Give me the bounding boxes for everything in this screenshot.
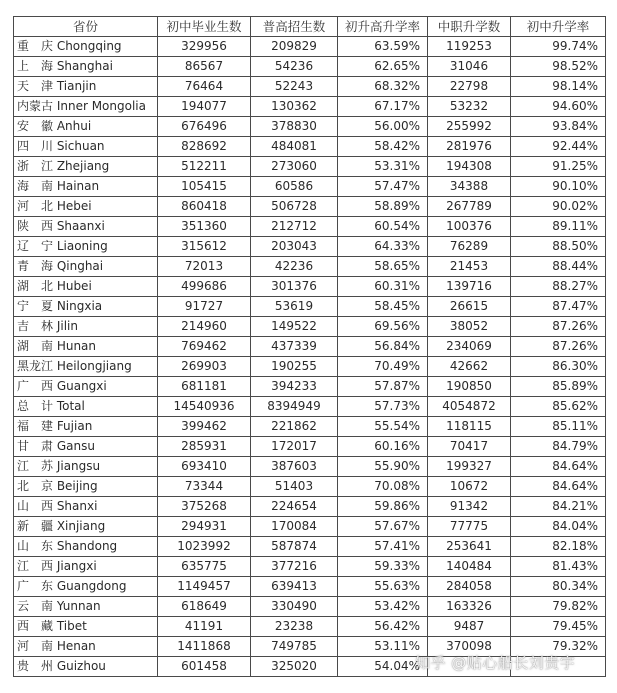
high-school-rate-cell: 58.45% [338,297,428,317]
high-school-rate-cell: 53.31% [338,157,428,177]
table-row [14,557,606,577]
province-cell: 广 西 Guangxi [14,377,158,397]
province-cell: 湖 北 Hubei [14,277,158,297]
province-cell: 河 北 Hebei [14,197,158,217]
province-cell: 江 苏 Jiangsu [14,457,158,477]
table-row [14,317,606,337]
high-school-enrollment-cell: 60586 [251,177,338,197]
province-cell: 福 建 Fujian [14,417,158,437]
graduates-cell: 499686 [158,277,251,297]
overall-rate-cell: 84.64% [511,457,606,477]
overall-rate-cell: 99.74% [511,37,606,57]
overall-rate-cell: 82.18% [511,537,606,557]
vocational-enrollment-cell: 370098 [428,637,511,657]
graduates-cell: 860418 [158,197,251,217]
vocational-enrollment-cell: 4054872 [428,397,511,417]
high-school-rate-cell: 67.17% [338,97,428,117]
overall-rate-cell: 84.21% [511,497,606,517]
high-school-enrollment-cell: 170084 [251,517,338,537]
overall-rate-cell: 84.04% [511,517,606,537]
vocational-enrollment-cell: 267789 [428,197,511,217]
graduates-cell: 351360 [158,217,251,237]
vocational-enrollment-cell: 21453 [428,257,511,277]
overall-rate-cell: 87.26% [511,317,606,337]
overall-rate-cell: 86.30% [511,357,606,377]
province-cell: 山 东 Shandong [14,537,158,557]
high-school-rate-cell: 57.67% [338,517,428,537]
province-cell: 云 南 Yunnan [14,597,158,617]
overall-rate-cell: 85.89% [511,377,606,397]
table-row [14,597,606,617]
province-cell: 江 西 Jiangxi [14,557,158,577]
vocational-enrollment-cell: 70417 [428,437,511,457]
table-row [14,77,606,97]
graduates-cell: 14540936 [158,397,251,417]
table-row [14,57,606,77]
high-school-enrollment-cell: 639413 [251,577,338,597]
high-school-enrollment-cell: 172017 [251,437,338,457]
header-overall-rate: 初中升学率 [511,17,606,37]
high-school-enrollment-cell: 506728 [251,197,338,217]
table-row [14,477,606,497]
graduates-cell: 1149457 [158,577,251,597]
graduates-cell: 214960 [158,317,251,337]
high-school-rate-cell: 55.90% [338,457,428,477]
header-graduates: 初中毕业生数 [158,17,251,37]
overall-rate-cell: 79.32% [511,637,606,657]
overall-rate-cell: 80.34% [511,577,606,597]
high-school-enrollment-cell: 203043 [251,237,338,257]
high-school-rate-cell: 58.65% [338,257,428,277]
vocational-enrollment-cell: 255992 [428,117,511,137]
high-school-enrollment-cell: 54236 [251,57,338,77]
overall-rate-cell: 88.44% [511,257,606,277]
high-school-enrollment-cell: 209829 [251,37,338,57]
high-school-rate-cell: 55.54% [338,417,428,437]
province-cell: 新 疆 Xinjiang [14,517,158,537]
table-row [14,537,606,557]
table-row [14,237,606,257]
vocational-enrollment-cell: 284058 [428,577,511,597]
overall-rate-cell: 87.47% [511,297,606,317]
overall-rate-cell: 88.50% [511,237,606,257]
overall-rate-cell: 90.02% [511,197,606,217]
high-school-enrollment-cell: 42236 [251,257,338,277]
table-row [14,617,606,637]
overall-rate-cell: 98.14% [511,77,606,97]
high-school-enrollment-cell: 224654 [251,497,338,517]
high-school-rate-cell: 53.11% [338,637,428,657]
province-cell: 贵 州 Guizhou [14,657,158,677]
high-school-rate-cell: 59.86% [338,497,428,517]
high-school-rate-cell: 62.65% [338,57,428,77]
province-cell: 甘 肃 Gansu [14,437,158,457]
high-school-enrollment-cell: 587874 [251,537,338,557]
header-row [14,17,606,37]
high-school-enrollment-cell: 149522 [251,317,338,337]
province-cell: 内蒙古 Inner Mongolia [14,97,158,117]
overall-rate-cell: 85.62% [511,397,606,417]
vocational-enrollment-cell: 53232 [428,97,511,117]
high-school-enrollment-cell: 51403 [251,477,338,497]
header-high-school-rate: 初升高升学率 [338,17,428,37]
table-row [14,357,606,377]
vocational-enrollment-cell: 91342 [428,497,511,517]
table-row [14,397,606,417]
province-cell: 四 川 Sichuan [14,137,158,157]
overall-rate-cell: 87.26% [511,337,606,357]
province-cell: 总 计 Total [14,397,158,417]
high-school-rate-cell: 63.59% [338,37,428,57]
vocational-enrollment-cell: 22798 [428,77,511,97]
vocational-enrollment-cell: 119253 [428,37,511,57]
high-school-enrollment-cell: 394233 [251,377,338,397]
high-school-rate-cell: 55.63% [338,577,428,597]
vocational-enrollment-cell: 31046 [428,57,511,77]
graduates-cell: 86567 [158,57,251,77]
overall-rate-cell: 92.44% [511,137,606,157]
vocational-enrollment-cell: 194308 [428,157,511,177]
overall-rate-cell: 85.11% [511,417,606,437]
vocational-enrollment-cell: 76289 [428,237,511,257]
enrollment-table [13,16,606,677]
graduates-cell: 618649 [158,597,251,617]
overall-rate-cell: 79.45% [511,617,606,637]
watermark-text: 知乎 @贴心船长刘贵宇 [415,654,576,672]
high-school-rate-cell: 54.04% [338,657,428,677]
overall-rate-cell: 90.10% [511,177,606,197]
graduates-cell: 1411868 [158,637,251,657]
high-school-enrollment-cell: 437339 [251,337,338,357]
high-school-enrollment-cell: 484081 [251,137,338,157]
table-row [14,517,606,537]
province-cell: 吉 林 Jilin [14,317,158,337]
graduates-cell: 601458 [158,657,251,677]
high-school-enrollment-cell: 221862 [251,417,338,437]
vocational-enrollment-cell: 100376 [428,217,511,237]
province-cell: 天 津 Tianjin [14,77,158,97]
table-row [14,337,606,357]
province-cell: 宁 夏 Ningxia [14,297,158,317]
header-province: 省份 [14,17,158,37]
high-school-rate-cell: 59.33% [338,557,428,577]
header-high-school-enrollment: 普高招生数 [251,17,338,37]
high-school-rate-cell: 57.87% [338,377,428,397]
vocational-enrollment-cell: 140484 [428,557,511,577]
table-row [14,377,606,397]
high-school-rate-cell: 53.42% [338,597,428,617]
vocational-enrollment-cell: 77775 [428,517,511,537]
high-school-enrollment-cell: 330490 [251,597,338,617]
high-school-rate-cell: 70.49% [338,357,428,377]
graduates-cell: 41191 [158,617,251,637]
high-school-rate-cell: 60.16% [338,437,428,457]
province-cell: 重 庆 Chongqing [14,37,158,57]
province-cell: 黑龙江 Heilongjiang [14,357,158,377]
high-school-rate-cell: 56.84% [338,337,428,357]
province-cell: 广 东 Guangdong [14,577,158,597]
graduates-cell: 91727 [158,297,251,317]
overall-rate-cell: 84.64% [511,477,606,497]
graduates-cell: 769462 [158,337,251,357]
overall-rate-cell: 81.43% [511,557,606,577]
table-row [14,297,606,317]
vocational-enrollment-cell: 42662 [428,357,511,377]
graduates-cell: 285931 [158,437,251,457]
graduates-cell: 635775 [158,557,251,577]
overall-rate-cell: 98.52% [511,57,606,77]
graduates-cell: 399462 [158,417,251,437]
province-cell: 河 南 Henan [14,637,158,657]
table-row [14,217,606,237]
high-school-enrollment-cell: 52243 [251,77,338,97]
table-row [14,257,606,277]
table-row [14,117,606,137]
graduates-cell: 681181 [158,377,251,397]
graduates-cell: 76464 [158,77,251,97]
table-row [14,157,606,177]
graduates-cell: 828692 [158,137,251,157]
high-school-rate-cell: 69.56% [338,317,428,337]
high-school-rate-cell: 56.00% [338,117,428,137]
graduates-cell: 375268 [158,497,251,517]
high-school-rate-cell: 56.42% [338,617,428,637]
province-cell: 海 南 Hainan [14,177,158,197]
high-school-enrollment-cell: 301376 [251,277,338,297]
province-cell: 山 西 Shanxi [14,497,158,517]
graduates-cell: 72013 [158,257,251,277]
table-row [14,37,606,57]
overall-rate-cell: 91.25% [511,157,606,177]
vocational-enrollment-cell: 199327 [428,457,511,477]
graduates-cell: 1023992 [158,537,251,557]
overall-rate-cell: 93.84% [511,117,606,137]
high-school-enrollment-cell: 8394949 [251,397,338,417]
province-cell: 西 藏 Tibet [14,617,158,637]
high-school-enrollment-cell: 23238 [251,617,338,637]
graduates-cell: 105415 [158,177,251,197]
province-cell: 上 海 Shanghai [14,57,158,77]
table-row [14,97,606,117]
high-school-enrollment-cell: 377216 [251,557,338,577]
high-school-rate-cell: 57.73% [338,397,428,417]
high-school-enrollment-cell: 212712 [251,217,338,237]
vocational-enrollment-cell: 139716 [428,277,511,297]
high-school-rate-cell: 64.33% [338,237,428,257]
vocational-enrollment-cell: 163326 [428,597,511,617]
high-school-rate-cell: 70.08% [338,477,428,497]
graduates-cell: 315612 [158,237,251,257]
graduates-cell: 676496 [158,117,251,137]
high-school-rate-cell: 58.89% [338,197,428,217]
high-school-rate-cell: 57.47% [338,177,428,197]
table-row [14,277,606,297]
vocational-enrollment-cell: 38052 [428,317,511,337]
vocational-enrollment-cell: 190850 [428,377,511,397]
high-school-enrollment-cell: 53619 [251,297,338,317]
graduates-cell: 693410 [158,457,251,477]
high-school-enrollment-cell: 130362 [251,97,338,117]
vocational-enrollment-cell: 10672 [428,477,511,497]
high-school-enrollment-cell: 378830 [251,117,338,137]
table-row [14,457,606,477]
overall-rate-cell: 84.79% [511,437,606,457]
graduates-cell: 512211 [158,157,251,177]
table-row [14,497,606,517]
high-school-enrollment-cell: 749785 [251,637,338,657]
province-cell: 青 海 Qinghai [14,257,158,277]
high-school-enrollment-cell: 273060 [251,157,338,177]
high-school-rate-cell: 60.31% [338,277,428,297]
vocational-enrollment-cell: 234069 [428,337,511,357]
table-row [14,577,606,597]
table-row [14,137,606,157]
province-cell: 浙 江 Zhejiang [14,157,158,177]
province-cell: 北 京 Beijing [14,477,158,497]
overall-rate-cell: 94.60% [511,97,606,117]
high-school-rate-cell: 68.32% [338,77,428,97]
vocational-enrollment-cell: 9487 [428,617,511,637]
graduates-cell: 194077 [158,97,251,117]
high-school-enrollment-cell: 190255 [251,357,338,377]
header-vocational-enrollment: 中职升学数 [428,17,511,37]
province-cell: 辽 宁 Liaoning [14,237,158,257]
table-row [14,437,606,457]
graduates-cell: 269903 [158,357,251,377]
table-row [14,197,606,217]
overall-rate-cell: 88.27% [511,277,606,297]
high-school-rate-cell: 57.41% [338,537,428,557]
vocational-enrollment-cell: 34388 [428,177,511,197]
vocational-enrollment-cell: 253641 [428,537,511,557]
vocational-enrollment-cell: 118115 [428,417,511,437]
province-cell: 湖 南 Hunan [14,337,158,357]
vocational-enrollment-cell: 281976 [428,137,511,157]
table-row [14,177,606,197]
table-row [14,417,606,437]
vocational-enrollment-cell: 26615 [428,297,511,317]
high-school-rate-cell: 58.42% [338,137,428,157]
province-cell: 陕 西 Shaanxi [14,217,158,237]
graduates-cell: 73344 [158,477,251,497]
overall-rate-cell: 79.82% [511,597,606,617]
province-cell: 安 徽 Anhui [14,117,158,137]
overall-rate-cell: 89.11% [511,217,606,237]
high-school-rate-cell: 60.54% [338,217,428,237]
graduates-cell: 329956 [158,37,251,57]
graduates-cell: 294931 [158,517,251,537]
high-school-enrollment-cell: 325020 [251,657,338,677]
high-school-enrollment-cell: 387603 [251,457,338,477]
